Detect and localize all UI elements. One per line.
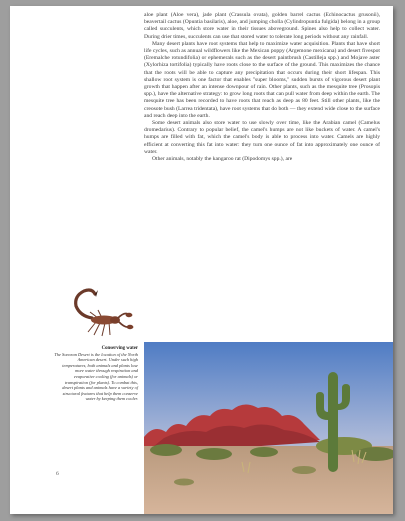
body-paragraph: Some desert animals also store water to use slowly over time, like the Arabian camel (Camelus dromedarius). Contrary to popular belief, the camel's humps are not like buckets of water. A camel's humps are filled with fat, which the camel's body is able to process into water. Camels are highly efficient at converting this fat into water: they turn one ounce of fat into approximately one ounce of water. [144,120,380,155]
document-page [10,6,393,514]
caption-title: Conserving water [101,346,138,351]
body-paragraph: Many desert plants have root systems that help to maximize water acquisition. Plants that have short life cycles, such as annual wildflowers like the Mexican poppy (Argemone mexicana) and desert fivespot (Eremalche rotundifolia) or ephemerals such as the desert paintbrush (Castilleja spp.) and Mojave aster (Xylorhiza tortifolia) typically have roots close to the surface of the ground. This maximizes the chance that the roots will be able to capture any precipitation that occurs during their short lifespan. This shallow root system is one factor that enables "super blooms," sudden bursts of vigorous desert plant growth that happen after an intense downpour of rain. Other plants, such as the mesquite tree (Prosopis spp.), have the alternative strategy: to grow long roots that can pull water from deep within the earth. The mesquite tree has been recorded to have roots that reach as deep as 80 feet. Still other plants, like the creosote bush (Larrea tridentata), have root systems that do both — they extend wide close to the surface and reach deep into the earth. [144,40,380,119]
body-paragraph: aloe plant (Aloe vera), jade plant (Crassula ovata), golden barrel cactus (Echinocactus grusonii), beavertail cactus (Opuntia basilaris), aloe, and jumping cholla (Cylindropuntia fulgida) belong in a group called succulents, which store water in their tissues aboveground. Spines also help to collect water. During drier times, succulents can use that stored water to tolerate long periods without any rainfall. [144,12,380,40]
photo-caption [54,346,138,402]
body-paragraph: Other animals, notably the kangaroo rat (Dipodomys spp.), are [152,156,293,163]
scorpion-illustration [62,282,134,340]
caption-text: The Sonoran Desert is the location of the North American desert. Under such high temperatures, both animals and plants lose more water through respiration and evaporative cooling (for animals) or transpiration (for plants). To combat this, desert plants and animals have a variety of structural features that help them conserve water by keeping them cooler. [54,351,138,402]
desert-saguaro-photo [144,342,393,514]
body-text-column [144,12,380,163]
page-number: 6 [56,471,59,477]
